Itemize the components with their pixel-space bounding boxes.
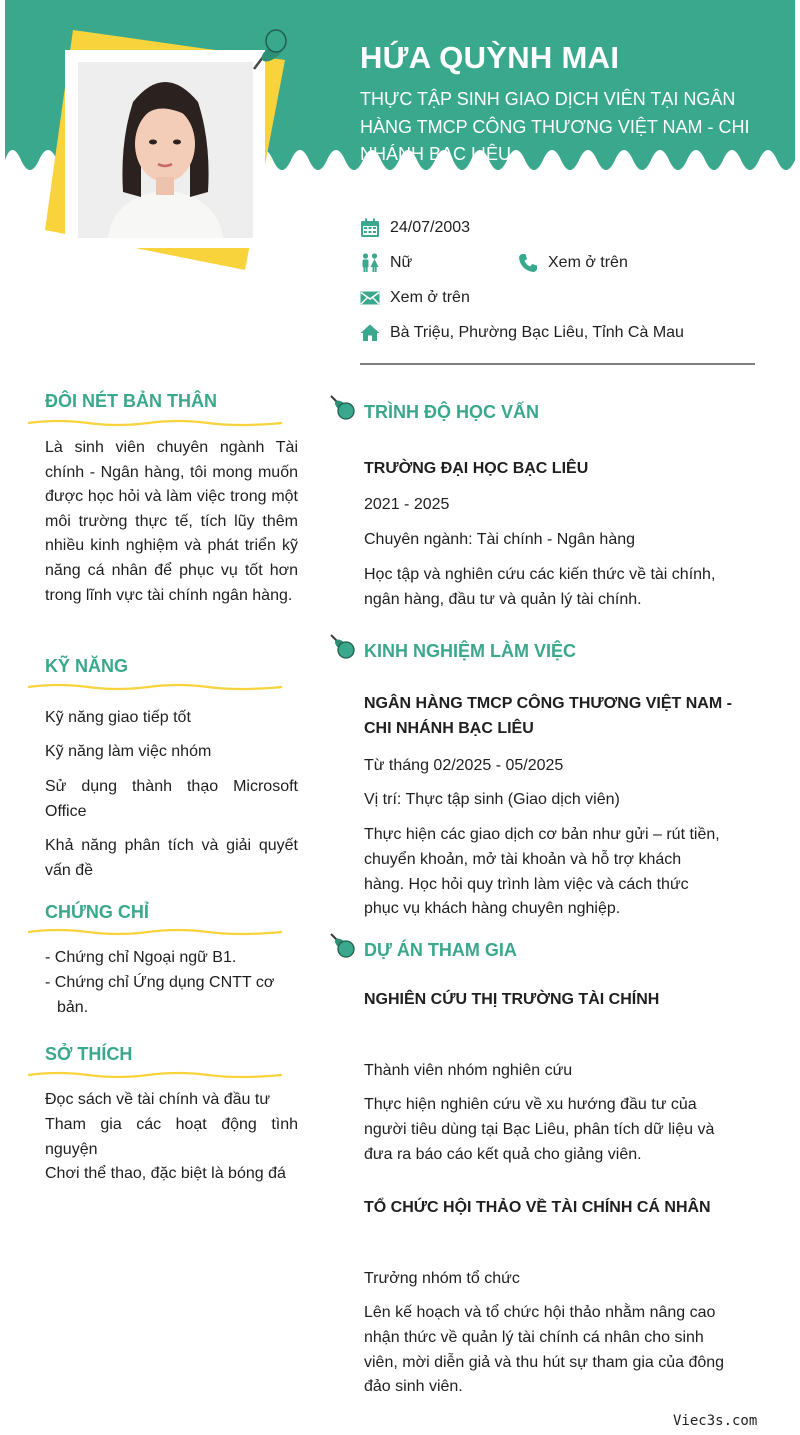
education-heading: TRÌNH ĐỘ HỌC VẤN (364, 402, 539, 422)
projects-heading: DỰ ÁN THAM GIA (364, 940, 517, 960)
email-value: Xem ở trên (390, 289, 470, 306)
skills-underline (28, 682, 282, 692)
candidate-name: HỨA QUỲNH MAI (360, 40, 620, 75)
certificates-underline (28, 927, 282, 937)
pushpin-icon (330, 931, 356, 959)
job-title: THỰC TẬP SINH GIAO DỊCH VIÊN TẠI NGÂN HÀNG TMCP CÔNG THƯƠNG VIỆT NAM - CHI NHÁNH BẠC LIÊU (360, 89, 750, 164)
project-description: Thực hiện nghiên cứu về xu hướng đầu tư của người tiêu dùng tại Bạc Liêu, phân tích dữ liệu và đưa ra báo cáo kết quả cho giảng viên. (364, 1096, 715, 1163)
gender-icon (360, 253, 380, 273)
education-description: Học tập và nghiên cứu các kiến thức về tài chính, ngân hàng, đầu tư và quản lý tài chính. (364, 566, 716, 608)
photo-frame (65, 50, 265, 248)
project-name: TỔ CHỨC HỘI THẢO VỀ TÀI CHÍNH CÁ NHÂN (364, 1199, 711, 1216)
skill-item: Sử dụng thành thạo Microsoft Office (45, 778, 298, 820)
experience-description: Thực hiện các giao dịch cơ bản như gửi – rút tiền, chuyển khoản, mở tài khoản và hỗ trợ khách hàng. Học hỏi quy trình làm việc và cách thức phục vụ khách hàng chuyên nghiệp. (364, 826, 720, 918)
birthdate-row (360, 218, 470, 238)
project-name: NGHIÊN CỨU THỊ TRƯỜNG TÀI CHÍNH (364, 991, 660, 1008)
hobbies-heading: SỞ THÍCH (45, 1044, 133, 1064)
skill-item: Kỹ năng làm việc nhóm (45, 743, 212, 760)
address-value: Bà Triệu, Phường Bạc Liêu, Tỉnh Cà Mau (390, 324, 684, 341)
pushpin-icon (330, 393, 356, 421)
hobbies-underline (28, 1070, 282, 1080)
gender-row (360, 253, 412, 273)
hobby-item: Tham gia các hoạt động tình nguyện (45, 1116, 298, 1158)
experience-heading: KINH NGHIỆM LÀM VIỆC (364, 641, 577, 661)
project-role: Trưởng nhóm tổ chức (364, 1270, 520, 1287)
skill-item: Kỹ năng giao tiếp tốt (45, 709, 191, 726)
pushpin-icon (330, 632, 356, 660)
about-text: Là sinh viên chuyên ngành Tài chính - Ngân hàng, tôi mong muốn được học hỏi và làm việc trong một môi trường thực tế, tích lũy thêm nhiều kinh nghiệm và phát triển kỹ năng cá nhân để phục vụ tốt hơn trong lĩnh vực tài chính ngân hàng. (45, 439, 298, 604)
certificate-item: - Chứng chỉ Ngoại ngữ B1. (45, 949, 237, 966)
certificates-heading: CHỨNG CHỈ (45, 902, 149, 922)
about-heading: ĐÔI NÉT BẢN THÂN (45, 391, 217, 411)
hobby-item: Chơi thể thao, đặc biệt là bóng đá (45, 1165, 286, 1182)
gender-value: Nữ (390, 254, 413, 271)
birthdate-value: 24/07/2003 (390, 219, 471, 236)
phone-row (518, 253, 628, 273)
experience-position: Vị trí: Thực tập sinh (Giao dịch viên) (364, 791, 620, 808)
school-name: TRƯỜNG ĐẠI HỌC BẠC LIÊU (364, 460, 589, 477)
skill-item: Khả năng phân tích và giải quyết vấn đề (45, 837, 298, 879)
project-description: Lên kế hoạch và tổ chức hội thảo nhằm nâng cao nhận thức về quản lý tài chính cá nhân cho sinh viên, mời diễn giả và thu hút sự tham gia của đông đảo sinh viên. (364, 1304, 725, 1396)
certificate-item: - Chứng chỉ Ứng dụng CNTT cơ bản. (45, 974, 275, 1016)
calendar-icon (360, 218, 380, 238)
email-row (360, 288, 470, 308)
hobby-item: Đọc sách về tài chính và đầu tư (45, 1091, 271, 1108)
skills-heading: KỸ NĂNG (45, 656, 129, 676)
education-years: 2021 - 2025 (364, 496, 450, 513)
project-role: Thành viên nhóm nghiên cứu (364, 1062, 573, 1079)
phone-icon (518, 253, 538, 273)
company-name: NGÂN HÀNG TMCP CÔNG THƯƠNG VIỆT NAM - CHI NHÁNH BẠC LIÊU (364, 695, 732, 737)
phone-value: Xem ở trên (548, 254, 628, 271)
address-row (360, 323, 684, 343)
home-icon (360, 323, 380, 343)
avatar (78, 62, 253, 238)
experience-period: Từ tháng 02/2025 - 05/2025 (364, 757, 564, 774)
contact-divider (360, 363, 755, 365)
education-major: Chuyên ngành: Tài chính - Ngân hàng (364, 531, 636, 548)
about-underline (28, 418, 282, 428)
email-icon (360, 288, 380, 308)
pushpin-icon (248, 25, 290, 73)
watermark: Viec3s.com (673, 1413, 758, 1429)
